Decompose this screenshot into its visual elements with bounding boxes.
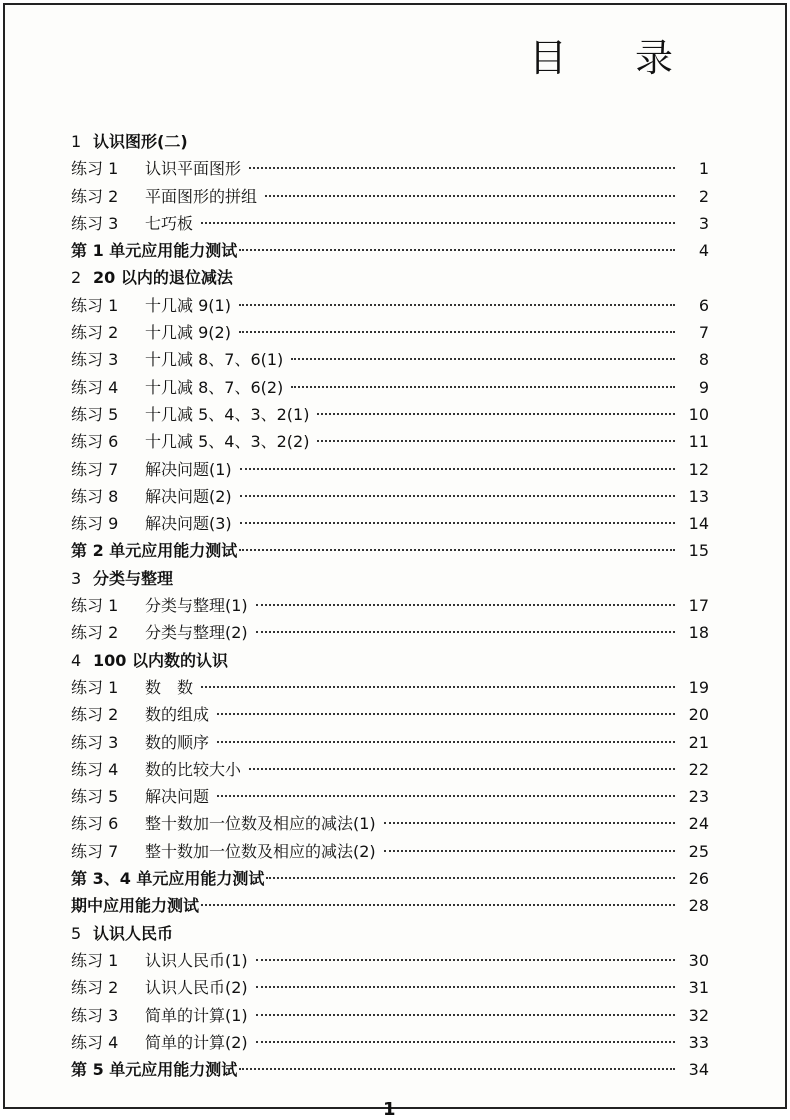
exercise-number: 练习 6 [71, 432, 119, 452]
page-number: 14 [688, 514, 709, 534]
page-number: 19 [688, 677, 709, 697]
page-number: 3 [698, 213, 709, 233]
unit-test-entry[interactable] [71, 238, 709, 265]
exercise-number: 练习 7 [71, 459, 119, 479]
dot-leader [239, 249, 675, 251]
page-number: 15 [688, 541, 709, 561]
page-number: 31 [688, 978, 709, 998]
page-number: 30 [688, 950, 709, 970]
toc-entry[interactable] [71, 702, 709, 729]
chapter-heading [71, 566, 709, 593]
chapter-number: 3 [71, 568, 82, 588]
page-number: 20 [688, 705, 709, 725]
toc-entry[interactable] [71, 320, 709, 347]
page-number: 10 [688, 404, 709, 424]
exercise-number: 练习 9 [71, 514, 119, 534]
toc-entry[interactable] [71, 730, 709, 757]
exercise-title: 认识人民币(2) [145, 978, 248, 998]
chapter-title: 认识图形(二) [93, 132, 188, 151]
exercise-number: 练习 1 [71, 295, 119, 315]
dot-leader [266, 877, 675, 879]
dot-leader [239, 1068, 675, 1070]
chapter-number: 1 [71, 132, 82, 151]
unit-test-entry[interactable] [71, 866, 709, 893]
exercise-number: 练习 6 [71, 814, 119, 834]
toc-entry[interactable] [71, 347, 709, 374]
exercise-number: 练习 1 [71, 950, 119, 970]
exercise-title: 数的顺序 [145, 732, 210, 752]
exercise-title: 整十数加一位数及相应的减法(1) [145, 814, 376, 834]
exercise-title: 十几减 9(2) [145, 323, 231, 343]
page-number: 33 [688, 1032, 709, 1052]
chapter-heading [71, 648, 709, 675]
dot-leader [239, 549, 675, 551]
chapter-heading [71, 921, 709, 948]
toc-entry[interactable] [71, 375, 709, 402]
exercise-number: 练习 3 [71, 213, 119, 233]
midterm-test-title: 期中应用能力测试 [71, 896, 200, 916]
page-number: 25 [688, 841, 709, 861]
exercise-title: 十几减 8、7、6(2) [145, 377, 284, 397]
chapter-title: 100 以内数的认识 [93, 650, 228, 670]
dot-leader [217, 713, 675, 715]
dot-leader [256, 986, 675, 988]
page-number: 34 [688, 1060, 709, 1080]
exercise-number: 练习 2 [71, 623, 119, 643]
dot-leader [317, 440, 675, 442]
dot-leader [256, 604, 675, 606]
page-number: 17 [688, 596, 709, 616]
unit-test-title: 第 3、4 单元应用能力测试 [71, 869, 265, 889]
toc-entry[interactable] [71, 484, 709, 511]
document-page [3, 3, 787, 1120]
exercise-title: 认识平面图形 [145, 159, 242, 179]
exercise-number: 练习 1 [71, 596, 119, 616]
exercise-number: 练习 3 [71, 350, 119, 370]
page-number: 32 [688, 1005, 709, 1025]
exercise-number: 练习 5 [71, 787, 119, 807]
toc-entry[interactable] [71, 757, 709, 784]
exercise-title: 数 数 [145, 677, 194, 697]
page-number: 24 [688, 814, 709, 834]
unit-test-title: 第 2 单元应用能力测试 [71, 541, 238, 561]
exercise-title: 十几减 8、7、6(1) [145, 350, 284, 370]
dot-leader [240, 468, 675, 470]
page-number: 7 [698, 323, 709, 343]
chapter-heading [71, 265, 709, 292]
dot-leader [256, 1014, 675, 1016]
dot-leader [217, 741, 675, 743]
toc-entry[interactable] [71, 402, 709, 429]
exercise-title: 解决问题 [145, 787, 210, 807]
toc-entry[interactable] [71, 620, 709, 647]
exercise-number: 练习 2 [71, 323, 119, 343]
page-number: 21 [688, 732, 709, 752]
dot-leader [317, 413, 675, 415]
toc-entry[interactable] [71, 293, 709, 320]
dot-leader [240, 495, 675, 497]
toc-entry[interactable] [71, 1003, 709, 1030]
exercise-number: 练习 1 [71, 159, 119, 179]
unit-test-title: 第 5 单元应用能力测试 [71, 1060, 238, 1080]
toc-entry[interactable] [71, 511, 709, 538]
exercise-number: 练习 4 [71, 759, 119, 779]
dot-leader [239, 304, 675, 306]
dot-leader [256, 631, 675, 633]
exercise-number: 练习 8 [71, 486, 119, 506]
page-number: 6 [698, 295, 709, 315]
unit-test-title: 第 1 单元应用能力测试 [71, 241, 238, 261]
toc-entry[interactable] [71, 593, 709, 620]
toc-entry[interactable] [71, 156, 709, 183]
toc-entry[interactable] [71, 811, 709, 838]
dot-leader [256, 959, 675, 961]
page-number: 23 [688, 787, 709, 807]
exercise-number: 练习 3 [71, 732, 119, 752]
unit-test-entry[interactable] [71, 538, 709, 565]
exercise-title: 平面图形的拼组 [145, 186, 258, 206]
toc-entry[interactable] [71, 948, 709, 975]
toc-entry[interactable] [71, 975, 709, 1002]
page-number: 9 [698, 377, 709, 397]
toc-entry[interactable] [71, 784, 709, 811]
exercise-number: 练习 1 [71, 677, 119, 697]
dot-leader [201, 686, 675, 688]
page-number: 12 [688, 459, 709, 479]
exercise-title: 认识人民币(1) [145, 950, 248, 970]
exercise-title: 十几减 9(1) [145, 295, 231, 315]
footer-page-number: 1 [383, 1099, 396, 1120]
chapter-number: 4 [71, 650, 82, 670]
toc-entry[interactable] [71, 211, 709, 238]
toc-entry[interactable] [71, 1030, 709, 1057]
exercise-title: 数的组成 [145, 705, 210, 725]
exercise-title: 七巧板 [145, 213, 194, 233]
chapter-title: 分类与整理 [93, 568, 174, 588]
dot-leader [201, 904, 675, 906]
dot-leader [265, 195, 675, 197]
exercise-title: 简单的计算(2) [145, 1032, 248, 1052]
dot-leader [249, 167, 675, 169]
unit-test-entry[interactable] [71, 1057, 709, 1084]
table-of-contents [71, 129, 709, 1084]
exercise-number: 练习 7 [71, 841, 119, 861]
dot-leader [201, 222, 675, 224]
exercise-title: 十几减 5、4、3、2(1) [145, 404, 310, 424]
page-title: 目 录 [528, 36, 701, 80]
chapter-heading [71, 129, 709, 156]
exercise-number: 练习 4 [71, 1032, 119, 1052]
page-number: 4 [698, 241, 709, 261]
exercise-number: 练习 2 [71, 705, 119, 725]
exercise-title: 分类与整理(2) [145, 623, 248, 643]
page-number: 11 [688, 432, 709, 452]
exercise-title: 解决问题(3) [145, 514, 232, 534]
exercise-number: 练习 5 [71, 404, 119, 424]
exercise-number: 练习 2 [71, 186, 119, 206]
dot-leader [291, 358, 675, 360]
exercise-title: 简单的计算(1) [145, 1005, 248, 1025]
exercise-number: 练习 4 [71, 377, 119, 397]
dot-leader [291, 386, 675, 388]
dot-leader [240, 522, 675, 524]
chapter-number: 5 [71, 923, 82, 943]
page-number: 28 [688, 896, 709, 916]
toc-entry[interactable] [71, 184, 709, 211]
dot-leader [239, 331, 675, 333]
dot-leader [256, 1041, 675, 1043]
page-number: 2 [698, 186, 709, 206]
chapter-number: 2 [71, 268, 82, 288]
page-number: 13 [688, 486, 709, 506]
dot-leader [384, 850, 675, 852]
toc-entry[interactable] [71, 675, 709, 702]
toc-entry[interactable] [71, 429, 709, 456]
dot-leader [249, 768, 675, 770]
page-number: 22 [688, 759, 709, 779]
exercise-title: 整十数加一位数及相应的减法(2) [145, 841, 376, 861]
page-number: 18 [688, 623, 709, 643]
toc-entry[interactable] [71, 839, 709, 866]
chapter-title: 认识人民币 [93, 923, 174, 943]
chapter-title: 20 以内的退位减法 [93, 268, 233, 288]
dot-leader [217, 795, 675, 797]
exercise-number: 练习 3 [71, 1005, 119, 1025]
midterm-test-entry[interactable] [71, 893, 709, 920]
exercise-title: 解决问题(1) [145, 459, 232, 479]
exercise-title: 十几减 5、4、3、2(2) [145, 432, 310, 452]
page-number: 26 [688, 869, 709, 889]
exercise-title: 解决问题(2) [145, 486, 232, 506]
page-number: 8 [698, 350, 709, 370]
page-number: 1 [698, 159, 709, 179]
exercise-title: 分类与整理(1) [145, 596, 248, 616]
exercise-number: 练习 2 [71, 978, 119, 998]
dot-leader [384, 822, 675, 824]
toc-entry[interactable] [71, 457, 709, 484]
exercise-title: 数的比较大小 [145, 759, 242, 779]
